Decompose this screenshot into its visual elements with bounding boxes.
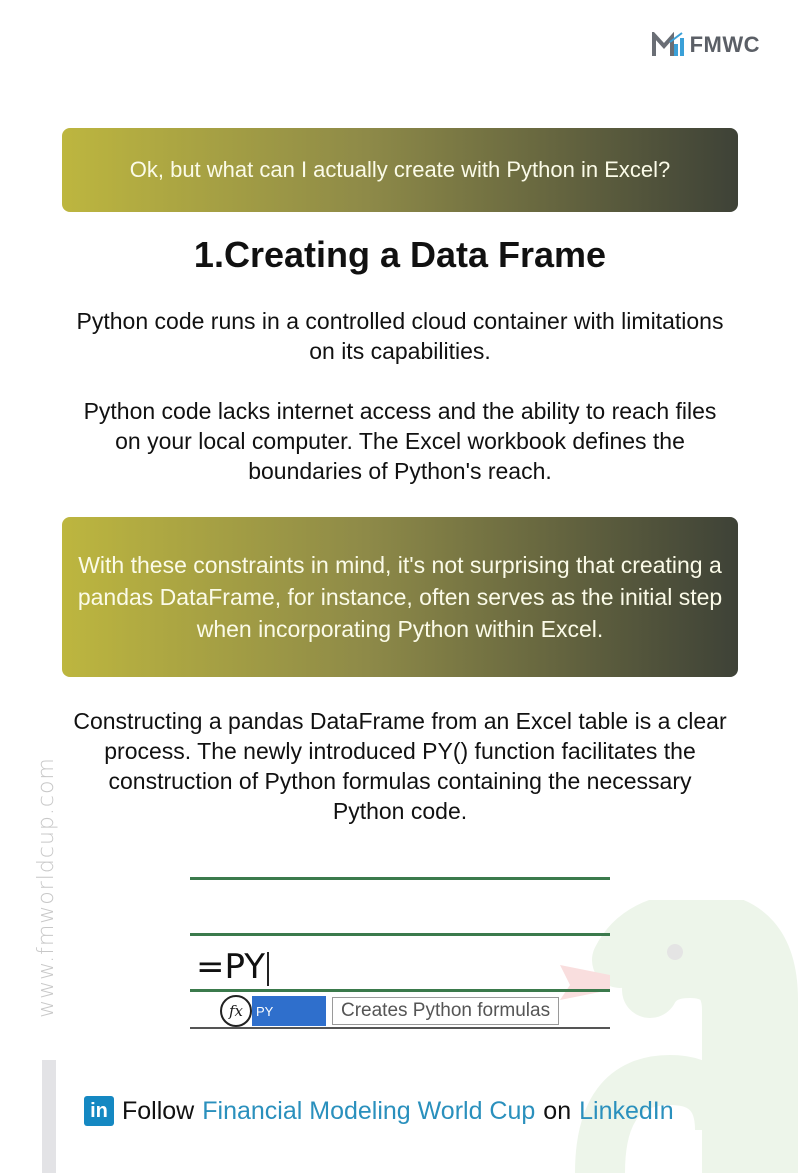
formula-cell[interactable] — [196, 947, 269, 987]
function-tooltip: Creates Python formulas — [332, 997, 559, 1025]
function-icon: fx — [220, 995, 252, 1027]
grid-line — [190, 989, 610, 992]
linkedin-icon[interactable]: in — [84, 1096, 114, 1126]
autocomplete-dropdown[interactable] — [220, 995, 559, 1027]
on-label: on — [543, 1096, 572, 1125]
fmwc-logo — [652, 32, 760, 58]
text-cursor — [267, 952, 269, 986]
logo-text: FMWC — [689, 32, 760, 57]
grid-line — [190, 877, 610, 880]
question-text: Ok, but what can I actually create with Python in Excel? — [129, 157, 671, 182]
decorative-bar — [42, 1060, 56, 1173]
paragraph-py-function: Constructing a pandas DataFrame from an Excel table is a clear process. The newly introduced PY() function facilitates the construction of Python formulas containing the necessary Python code. — [73, 708, 727, 824]
watermark-text: www.fmworldcup.com — [33, 756, 59, 1018]
question-banner — [62, 128, 738, 212]
org-link[interactable]: Financial Modeling World Cup — [202, 1096, 536, 1125]
follow-label: Follow — [122, 1096, 195, 1125]
autocomplete-item-py[interactable]: PY — [252, 996, 326, 1026]
highlight-banner — [62, 517, 738, 677]
website-watermark — [28, 752, 64, 1022]
linkedin-link[interactable]: LinkedIn — [579, 1096, 674, 1125]
grid-line — [190, 933, 610, 936]
section-title: 1.Creating a Data Frame — [193, 234, 607, 275]
linkedin-follow[interactable] — [84, 1096, 674, 1126]
paragraph-container-limits: Python code runs in a controlled cloud container with limitations on its capabilities. — [76, 308, 724, 364]
excel-screenshot — [190, 877, 610, 1027]
fmwc-logo-icon — [652, 32, 686, 58]
highlight-text: With these constraints in mind, it's not surprising that creating a pandas DataFrame, for instance, often serves as the initial step when incorporating Python within Excel. — [77, 552, 723, 642]
formula-input[interactable]: =PY — [196, 947, 266, 987]
grid-line — [190, 1027, 610, 1029]
paragraph-internet-access: Python code lacks internet access and the ability to reach files on your local computer. The Excel workbook defines the boundaries of Python's reach. — [83, 398, 717, 484]
